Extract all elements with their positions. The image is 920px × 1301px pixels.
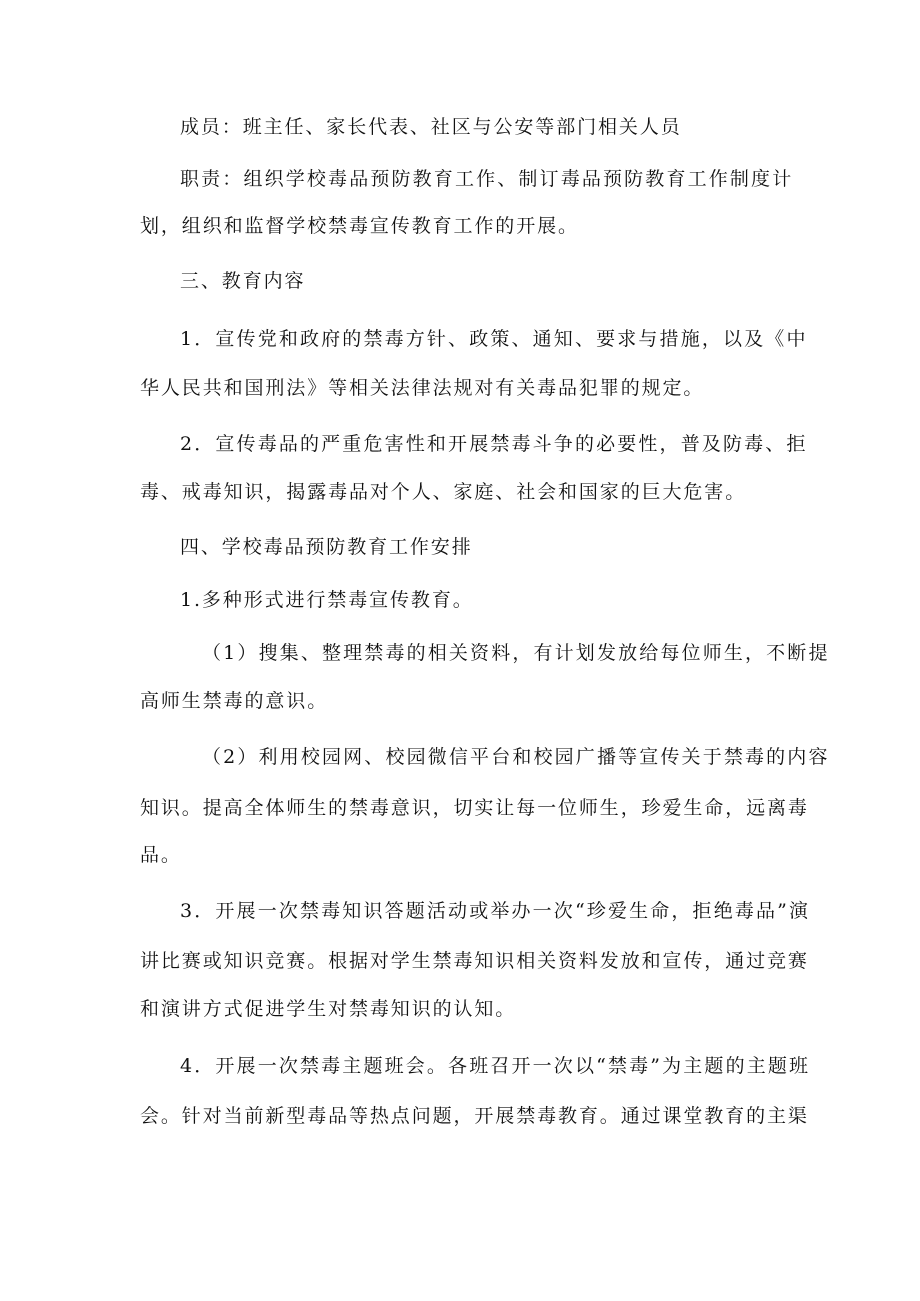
subitem-1-line-1: （1）搜集、整理禁毒的相关资料，有计划发放给每位师生，不断提 xyxy=(202,642,830,664)
duties-line-2: 划，组织和监督学校禁毒宣传教育工作的开展。 xyxy=(140,215,579,237)
duties-line-1: 职责：组织学校毒品预防教育工作、制订毒品预防教育工作制度计 xyxy=(180,168,794,190)
subitem-1-line-2: 高师生禁毒的意识。 xyxy=(140,690,329,712)
section-heading-4: 四、学校毒品预防教育工作安排 xyxy=(180,536,473,558)
arrangement-item-3-line-3: 和演讲方式促进学生对禁毒知识的认知。 xyxy=(140,998,517,1020)
content-item-2-line-2: 毒、戒毒知识，揭露毒品对个人、家庭、社会和国家的巨大危害。 xyxy=(140,481,747,503)
content-item-1-line-2: 华人民共和国刑法》等相关法律法规对有关毒品犯罪的规定。 xyxy=(140,377,705,399)
arrangement-item-1: 1.多种形式进行禁毒宣传教育。 xyxy=(180,589,474,611)
subitem-2-line-2: 知识。提高全体师生的禁毒意识，切实让每一位师生，珍爱生命，远离毒 xyxy=(140,797,809,819)
content-item-2-line-1: 2．宣传毒品的严重危害性和开展禁毒斗争的必要性，普及防毒、拒 xyxy=(180,433,808,455)
content-item-1-line-1: 1．宣传党和政府的禁毒方针、政策、通知、要求与措施，以及《中 xyxy=(180,328,808,350)
arrangement-item-4-line-1: 4．开展一次禁毒主题班会。各班召开一次以“禁毒”为主题的主题班 xyxy=(180,1055,811,1077)
subitem-2-line-3: 品。 xyxy=(140,844,182,866)
arrangement-item-3-line-2: 讲比赛或知识竞赛。根据对学生禁毒知识相关资料发放和宣传，通过竞赛 xyxy=(140,950,809,972)
section-heading-3: 三、教育内容 xyxy=(180,270,306,292)
arrangement-item-3-line-1: 3．开展一次禁毒知识答题活动或举办一次“珍爱生命，拒绝毒品”演 xyxy=(180,900,811,922)
members-line: 成员：班主任、家长代表、社区与公安等部门相关人员 xyxy=(180,116,682,138)
arrangement-item-4-line-2: 会。针对当前新型毒品等热点问题，开展禁毒教育。通过课堂教育的主渠 xyxy=(140,1105,809,1127)
subitem-2-line-1: （2）利用校园网、校园微信平台和校园广播等宣传关于禁毒的内容 xyxy=(202,746,830,768)
